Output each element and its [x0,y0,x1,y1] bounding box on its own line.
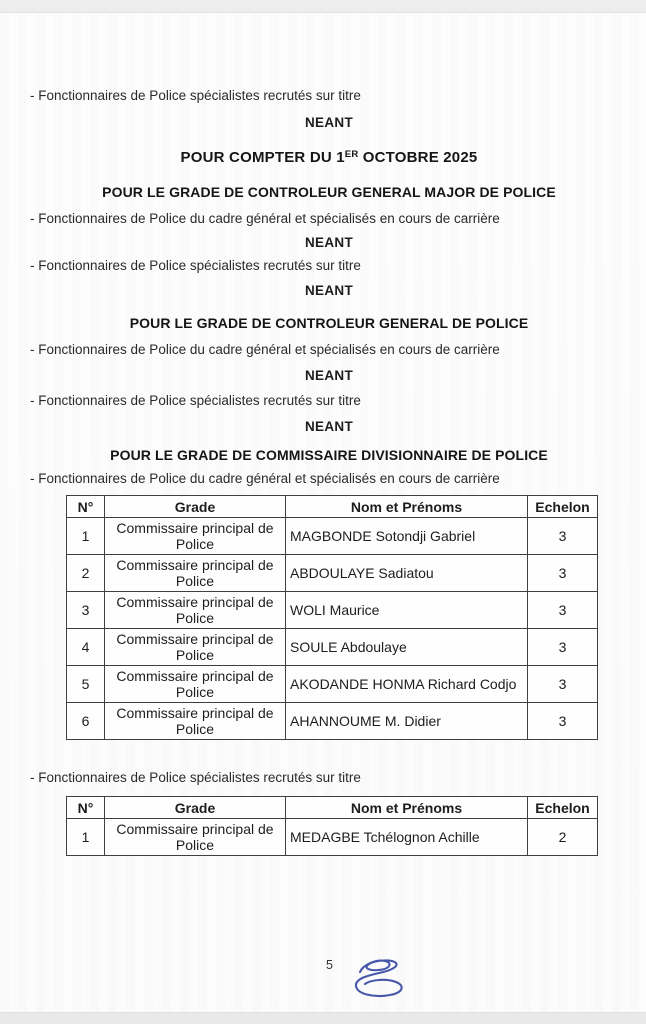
cell-grade: Commissaire principal de Police [105,629,286,666]
cell-name: AKODANDE HONMA Richard Codjo [286,666,528,703]
heading-grade-controleur-general-major: POUR LE GRADE DE CONTROLEUR GENERAL MAJOR DE POLICE [102,184,556,200]
table-header-row [67,496,598,518]
cell-grade: Commissaire principal de Police [105,819,286,856]
bullet-cadre-general: - Fonctionnaires de Police du cadre général et spécialisés en cours de carrière [30,342,500,357]
promotion-table-cadre-general [66,495,598,740]
table-row [67,666,598,703]
table-row [67,703,598,740]
column-header-name: Nom et Prénoms [286,797,528,819]
cell-echelon: 3 [528,703,598,740]
table-row [67,592,598,629]
cell-grade: Commissaire principal de Police [105,666,286,703]
cell-name: MAGBONDE Sotondji Gabriel [286,518,528,555]
cell-name: SOULE Abdoulaye [286,629,528,666]
bullet-specialistes: - Fonctionnaires de Police spécialistes recrutés sur titre [30,770,361,785]
neant-label: NEANT [305,235,353,250]
cell-num: 2 [67,555,105,592]
neant-label: NEANT [305,283,353,298]
column-header-name: Nom et Prénoms [286,496,528,518]
bullet-cadre-general: - Fonctionnaires de Police du cadre général et spécialisés en cours de carrière [30,211,500,226]
heading-grade-controleur-general: POUR LE GRADE DE CONTROLEUR GENERAL DE POLICE [129,315,529,331]
cell-echelon: 3 [528,518,598,555]
cell-grade: Commissaire principal de Police [105,518,286,555]
column-header-grade: Grade [105,797,286,819]
table-row [67,819,598,856]
cell-name: WOLI Maurice [286,592,528,629]
heading-date-suffix: OCTOBRE 2025 [358,149,478,166]
promotion-table-specialistes [66,796,598,856]
cell-num: 3 [67,592,105,629]
cell-grade: Commissaire principal de Police [105,592,286,629]
cell-num: 6 [67,703,105,740]
column-header-num: N° [67,797,105,819]
cell-echelon: 3 [528,592,598,629]
cell-echelon: 2 [528,819,598,856]
cell-echelon: 3 [528,666,598,703]
cell-num: 1 [67,819,105,856]
signature-stroke [356,960,402,996]
cell-num: 4 [67,629,105,666]
heading-effective-date [30,146,628,166]
cell-num: 5 [67,666,105,703]
column-header-grade: Grade [105,496,286,518]
heading-date-superscript: ER [344,149,359,160]
cell-grade: Commissaire principal de Police [105,555,286,592]
cell-echelon: 3 [528,555,598,592]
bullet-cadre-general: - Fonctionnaires de Police du cadre général et spécialisés en cours de carrière [30,471,500,486]
neant-label: NEANT [305,419,353,434]
column-header-echelon: Echelon [528,797,598,819]
table-row [67,629,598,666]
signature-scribble [346,950,412,1006]
heading-grade-commissaire-divisionnaire: POUR LE GRADE DE COMMISSAIRE DIVISIONNAIRE DE POLICE [110,447,548,463]
cell-echelon: 3 [528,629,598,666]
bullet-specialistes: - Fonctionnaires de Police spécialistes recrutés sur titre [30,393,361,408]
table-row [67,518,598,555]
cell-name: ABDOULAYE Sadiatou [286,555,528,592]
table-header-row [67,797,598,819]
scan-edge-bottom [0,1012,646,1024]
neant-label: NEANT [305,115,353,130]
heading-date-prefix: POUR COMPTER DU 1 [180,149,345,166]
page-number: 5 [326,958,333,972]
column-header-echelon: Echelon [528,496,598,518]
cell-grade: Commissaire principal de Police [105,703,286,740]
bullet-specialistes: - Fonctionnaires de Police spécialistes recrutés sur titre [30,258,361,273]
table-row [67,555,598,592]
neant-label: NEANT [305,368,353,383]
column-header-num: N° [67,496,105,518]
cell-name: AHANNOUME M. Didier [286,703,528,740]
bullet-specialistes: - Fonctionnaires de Police spécialistes recrutés sur titre [30,88,361,103]
cell-num: 1 [67,518,105,555]
cell-name: MEDAGBE Tchélognon Achille [286,819,528,856]
